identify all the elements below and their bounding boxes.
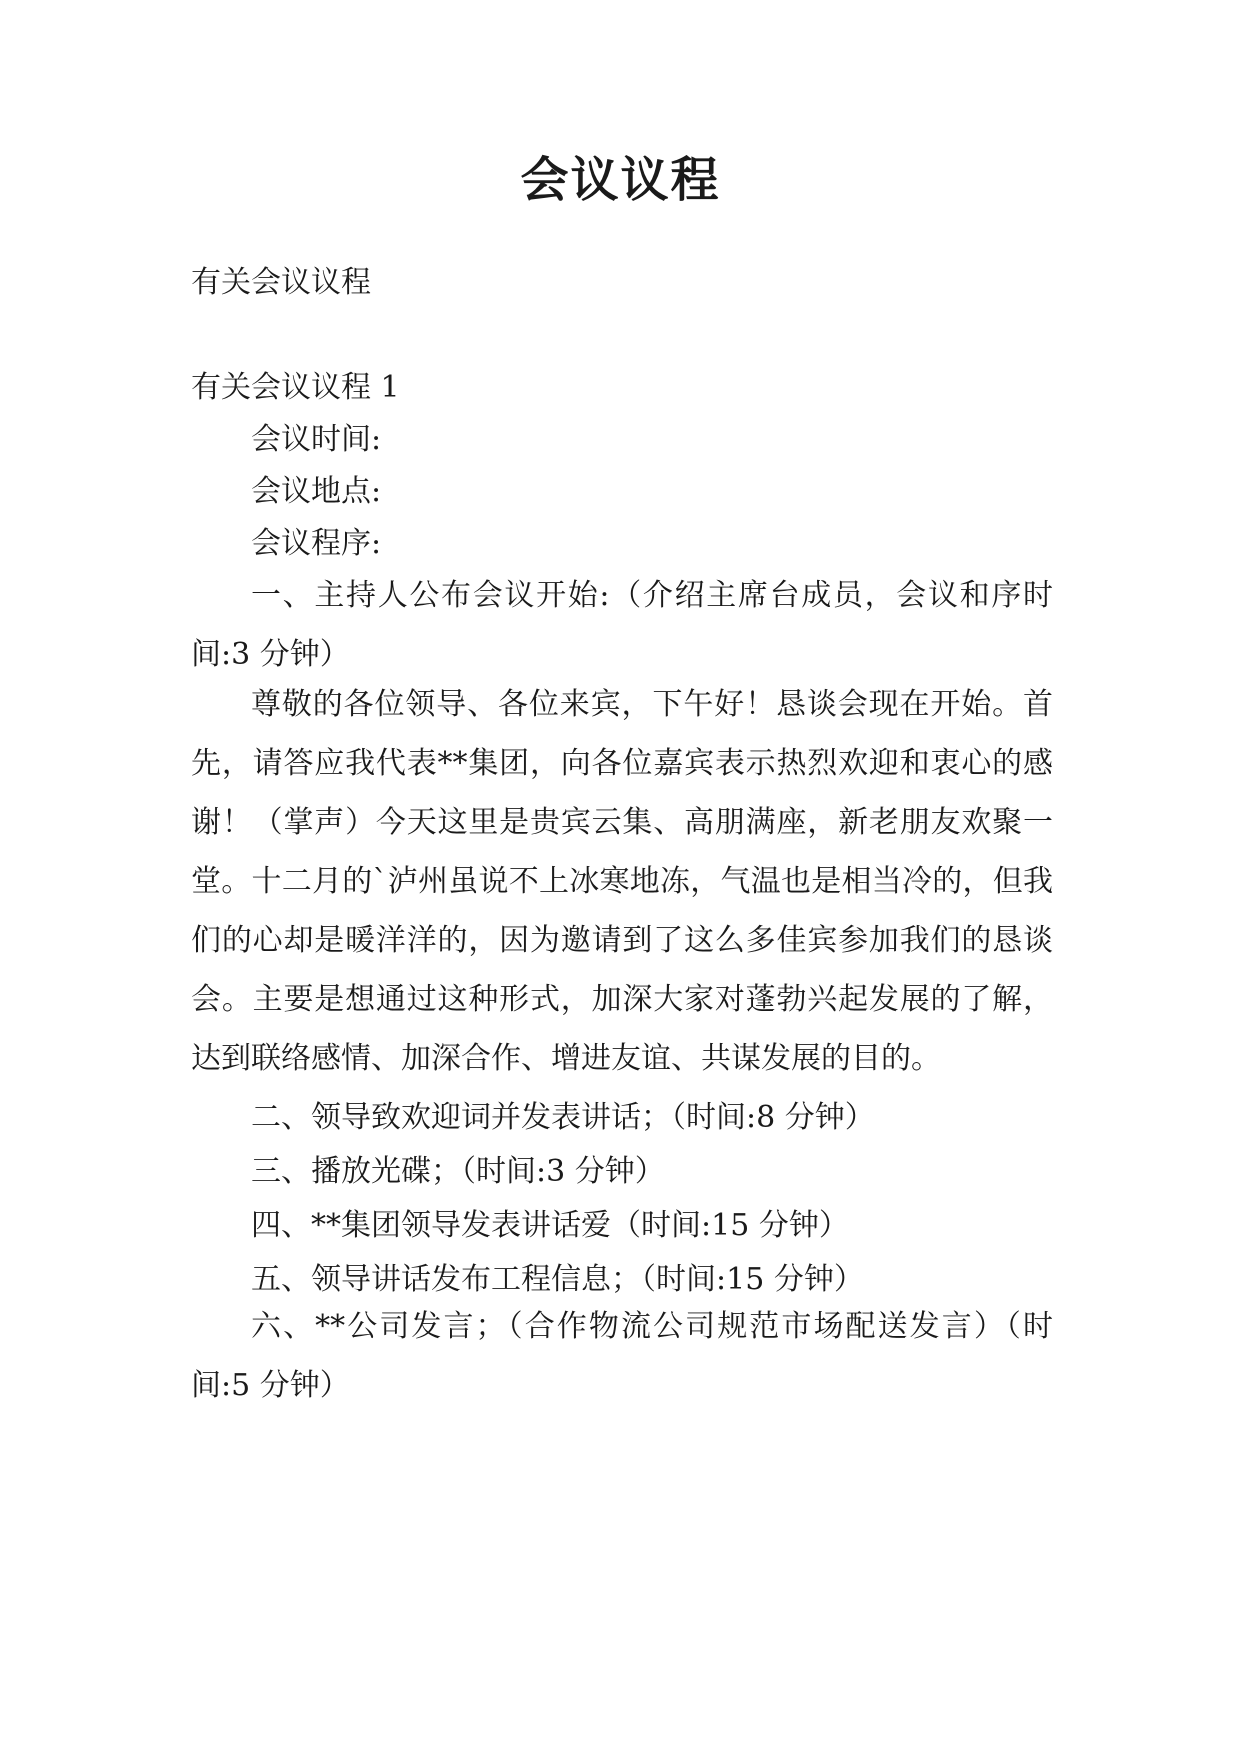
opening-speech-paragraph: 尊敬的各位领导、各位来宾，下午好！恳谈会现在开始。首先，请答应我代表**集团，向各位嘉宾表示热烈欢迎和衷心的感谢！（掌声）今天这里是贵宾云集、高朋满座，新老朋友欢聚一堂。十二月的`泸州虽说不上冰寒地冻，气温也是相当冷的，但我们的心却是暖洋洋的，因为邀请到了这么多佳宾参加我们的恳谈会。主要是想通过这种形式，加深大家对蓬勃兴起发展的了解，达到联络感情、加深合作、增进友谊、共谋发展的目的。 bbox=[191, 687, 1053, 1076]
agenda-item-2: 二、领导致欢迎词并发表讲话；（时间:8 分钟） bbox=[251, 1100, 875, 1135]
agenda-item-4: 四、**集团领导发表讲话爱（时间:15 分钟） bbox=[251, 1208, 849, 1243]
agenda-item-3: 三、播放光碟；（时间:3 分钟） bbox=[251, 1154, 665, 1189]
agenda-item-5: 五、领导讲话发布工程信息；（时间:15 分钟） bbox=[251, 1262, 864, 1297]
document-title: 会议议程 bbox=[520, 152, 721, 208]
agenda-item-6: 六、**公司发言；（合作物流公司规范市场配送发言）（时间:5 分钟） bbox=[191, 1309, 1053, 1403]
document-subtitle: 有关会议议程 bbox=[191, 265, 371, 300]
meeting-place-field: 会议地点: bbox=[251, 474, 382, 509]
agenda-item-1: 一、主持人公布会议开始:（介绍主席台成员，会议和序时间:3 分钟） bbox=[191, 578, 1053, 672]
meeting-program-field: 会议程序: bbox=[251, 526, 382, 561]
meeting-time-field: 会议时间: bbox=[251, 422, 382, 457]
section-heading: 有关会议议程 1 bbox=[191, 370, 400, 405]
